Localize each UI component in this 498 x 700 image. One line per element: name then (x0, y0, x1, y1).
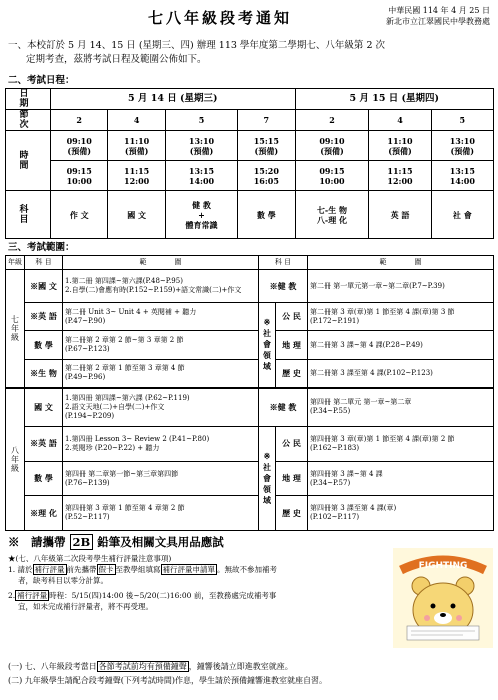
period-cell: 7 (238, 110, 295, 131)
period-cell: 2 (51, 110, 108, 131)
section-schedule-title: 二、考試日程： (8, 75, 75, 86)
period-label: 節 次 (6, 110, 51, 131)
table-row (6, 388, 494, 427)
range-header-subject-2: 科 目 (259, 256, 308, 270)
exam-time-cell: 11:15 12:00 (369, 161, 431, 191)
scope-text: 第二冊 Unit 3~ Unit 4 + 英閱補 + 聽力 (P.47~P.90) (63, 302, 259, 331)
subject-name: ※健 教 (259, 388, 308, 427)
grade8-label: 八 年 級 (6, 388, 25, 531)
period-cell: 4 (108, 110, 165, 131)
intro-line-2: 定期考查，茲將考試日程及範圍公佈如下。 (26, 54, 207, 65)
intro-paragraph (8, 39, 493, 67)
subject-name: 國 文 (25, 388, 63, 427)
period-row (6, 110, 494, 131)
scope-text: 第四冊第 3 章(章)第 1 節至第 4 課(章)第 2 節 (P.162~P.183) (308, 427, 494, 462)
exam-time-cell: 15:20 16:05 (238, 161, 295, 191)
subject-name: ※理 化 (25, 496, 63, 531)
subject-cell: 七-生 物 八-理 化 (295, 191, 369, 239)
subject-name: 數 學 (25, 461, 63, 496)
prep-time-cell: 13:10 (預備) (165, 131, 237, 161)
subject-cell: 國 文 (108, 191, 165, 239)
bear-banner-text: FIGHTING (418, 561, 468, 571)
table-row (6, 302, 494, 331)
bring-suffix: 鉛筆及相關文具用品應試 (97, 535, 224, 549)
day2-header: 5 月 15 日 (星期四) (295, 89, 493, 110)
scope-text: 1.第四冊 第四課~第六課 (P.62~P.119) 2.語文天地(二)+自學(二)+作文 (P.194~P.209) (63, 388, 259, 427)
schedule-table (5, 88, 494, 239)
intro-line-1: 一、本校訂於 5 月 14、15 日 (星期三、四) 辦理 113 學年度第二學期七、八年級第 2 次 (8, 40, 386, 51)
scope-text: 第二冊第 2 章第 1 節至第 3 章第 4 節 (P.49~P.96) (63, 359, 259, 388)
scope-text: 第二冊第 2 章第 2 節~第 3 章第 2 節 (P.67~P.123) (63, 331, 259, 360)
day1-header: 5 月 14 日 (星期三) (51, 89, 296, 110)
table-row (6, 496, 494, 531)
bring-pencil-notice (8, 534, 224, 550)
notes-heading: ★(七、八年級第二次段考學生補行評量注意事項) (8, 554, 172, 563)
subject-name: ※英 語 (25, 427, 63, 462)
exam-time-cell: 13:15 14:00 (431, 161, 493, 191)
subject-cell: 健 教 + 體育常識 (165, 191, 237, 239)
scope-text: 第四冊第 3 課至第 4 課(章) (P.102~P.117) (308, 496, 494, 531)
scope-text: 第四冊 第二章第一節~第三章第四節 (P.76~P.139) (63, 461, 259, 496)
scope-text: 第二冊第 3 課~第 4 課(P.28~P.49) (308, 331, 494, 360)
social-domain-label: ※ 社 會 領 域 (259, 427, 276, 531)
subject-name: 公 民 (276, 427, 308, 462)
prep-time-cell: 09:10 (預備) (295, 131, 369, 161)
scope-text: 第四冊第 3 課~第 4 課 (P.34~P.57) (308, 461, 494, 496)
subject-name: 地 理 (276, 461, 308, 496)
range-header-grade: 年級 (6, 256, 25, 270)
range-header-row (6, 256, 494, 270)
scope-text: 1.第四冊 Lesson 3~ Review 2 (P.41~P.80) 2.英閱珍 (P.20~P.22) + 聽力 (63, 427, 259, 462)
prep-time-cell: 13:10 (預備) (431, 131, 493, 161)
section-range-title: 三、考試範圍： (8, 242, 75, 253)
subject-name: ※健 教 (259, 270, 308, 303)
exam-time-cell: 09:15 10:00 (295, 161, 369, 191)
header-info (386, 5, 490, 27)
exam-time-row (6, 161, 494, 191)
grade7-label: 七 年 級 (6, 270, 25, 388)
bear-mascot-illustration (393, 548, 493, 648)
social-domain-label: ※ 社 會 領 域 (259, 302, 276, 388)
subject-name: 公 民 (276, 302, 308, 331)
scope-text: 1.第二冊 第四課~第六課(P.48~P.95) 2.自學(二)會應有時(P.152~P.159)+語文常識(二)+作文 (63, 270, 259, 303)
prep-time-cell: 15:15 (預備) (238, 131, 295, 161)
footer-line-2: (二) 九年級學生請配合段考鐘聲(下列考試時間)作息，學生請於預備鐘響進教室就座自習。 (8, 676, 328, 685)
subject-name: 數 學 (25, 331, 63, 360)
subject-cell: 社 會 (431, 191, 493, 239)
subject-name: 歷 史 (276, 359, 308, 388)
makeup-notes (8, 553, 363, 612)
note-2-cont: 宜，如未完成補行評量者，將不再受理。 (18, 602, 153, 611)
exam-time-cell: 11:15 12:00 (108, 161, 165, 191)
range-table (5, 255, 494, 531)
period-cell: 2 (295, 110, 369, 131)
footer-line-1: (一) 七、八年級段考當日 各節考試前均有預備鐘聲 ，鐘響後請立即進教室就座。 (8, 662, 293, 671)
subject-label: 科 目 (6, 191, 51, 239)
table-row (6, 331, 494, 360)
subject-cell: 英 語 (369, 191, 431, 239)
issuing-office: 新北市立江翠國民中學教務處 (386, 17, 490, 26)
period-cell: 4 (369, 110, 431, 131)
scope-text: 第四冊第 3 章第 1 節至第 4 章第 2 節 (P.52~P.117) (63, 496, 259, 531)
page-title: 七八年級段考通知 (147, 9, 292, 27)
subject-cell: 作 文 (51, 191, 108, 239)
exam-time-cell: 09:15 10:00 (51, 161, 108, 191)
note-1: 1. 請於 補行評量 前先攜帶 假卡 至教學組填寫 補行評量申請單 。無故不參加補考 (8, 565, 278, 574)
exam-time-cell: 13:15 14:00 (165, 161, 237, 191)
bring-prefix: ※ 請攜帶 (8, 535, 66, 549)
notice-date: 中華民國 114 年 4 月 25 日 (388, 6, 490, 15)
date-label: 日 期 (6, 89, 51, 110)
scope-text: 第二冊 第一單元第一章~第二章(P.7~P.39) (308, 270, 494, 303)
subject-row (6, 191, 494, 239)
note-1-cont: 者，缺考科目以零分計算。 (18, 576, 108, 585)
scope-text: 第四冊 第二單元 第一章~第二章 (P.34~P.55) (308, 388, 494, 427)
subject-name: ※國 文 (25, 270, 63, 303)
table-row (6, 270, 494, 303)
period-cell: 5 (431, 110, 493, 131)
subject-name: ※英 語 (25, 302, 63, 331)
table-row (6, 359, 494, 388)
subject-cell: 數 學 (238, 191, 295, 239)
scope-text: 第二冊第 3 課至第 4 課(P.102~P.123) (308, 359, 494, 388)
prep-time-cell: 11:10 (預備) (369, 131, 431, 161)
bring-2b-box: 2B (70, 534, 94, 550)
prep-time-row (6, 131, 494, 161)
table-row (6, 427, 494, 462)
prep-time-cell: 09:10 (預備) (51, 131, 108, 161)
period-cell: 5 (165, 110, 237, 131)
subject-name: 歷 史 (276, 496, 308, 531)
prep-time-cell: 11:10 (預備) (108, 131, 165, 161)
footer-notes (8, 660, 498, 688)
range-header-scope-2: 範 圍 (308, 256, 494, 270)
subject-name: ※生 物 (25, 359, 63, 388)
subject-name: 地 理 (276, 331, 308, 360)
time-label: 時 間 (6, 131, 51, 191)
table-row (6, 461, 494, 496)
range-header-scope: 範 圍 (63, 256, 259, 270)
note-2: 2. 補行評量 時程：5/15(四)14:00 後~5/20(二)16:00 前，至教務處完成補考事 (8, 591, 277, 600)
scope-text: 第二冊第 3 章(章)第 1 節至第 4 課(章)第 3 節 (P.172~P.191) (308, 302, 494, 331)
range-header-subject: 科 目 (25, 256, 63, 270)
